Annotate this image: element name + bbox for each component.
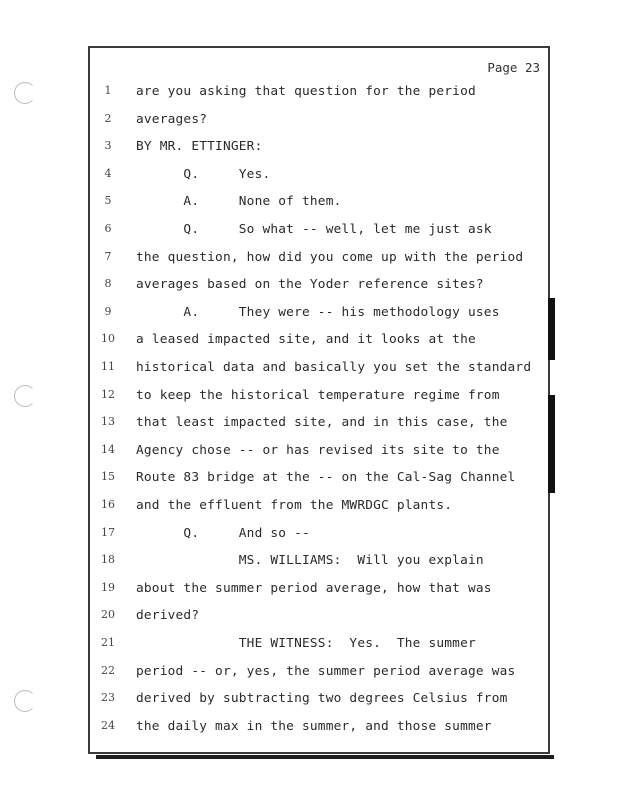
transcript-line — [90, 691, 548, 711]
line-number: 5 — [104, 194, 112, 208]
line-number: 7 — [104, 249, 112, 263]
line-number: 15 — [101, 470, 115, 484]
transcript-line — [90, 167, 548, 187]
transcript-line — [90, 112, 548, 132]
line-text: the daily max in the summer, and those summer — [136, 718, 492, 734]
binder-hole-bottom — [14, 690, 36, 712]
line-number: 11 — [101, 360, 115, 373]
line-number: 2 — [104, 111, 112, 125]
transcript-line — [90, 388, 548, 408]
binder-hole-top — [14, 82, 36, 104]
line-number: 6 — [104, 222, 112, 235]
line-text: THE WITNESS: Yes. The summer — [136, 636, 476, 651]
line-number: 18 — [101, 553, 115, 567]
line-text: and the effluent from the MWRDGC plants. — [136, 498, 453, 513]
transcript-line — [90, 84, 548, 104]
line-number: 1 — [104, 84, 112, 97]
line-text: Q. And so -- — [136, 525, 310, 541]
line-text: derived? — [136, 608, 200, 624]
line-text: averages? — [136, 111, 208, 127]
line-text: a leased impacted site, and it looks at the — [136, 332, 476, 348]
transcript-line — [90, 250, 548, 270]
transcript-line — [90, 360, 548, 380]
line-text: Route 83 bridge at the -- on the Cal-Sag Channel — [136, 470, 516, 486]
line-number: 21 — [101, 636, 115, 649]
line-text: Agency chose -- or has revised its site to the — [136, 442, 500, 458]
transcript-line — [90, 139, 548, 159]
transcript-line — [90, 194, 548, 214]
line-number: 9 — [104, 304, 112, 318]
line-number: 24 — [101, 718, 115, 732]
line-text: A. None of them. — [136, 194, 342, 210]
line-number: 10 — [101, 332, 115, 346]
transcript-line — [90, 470, 548, 490]
line-text: MS. WILLIAMS: Will you explain — [136, 553, 484, 569]
line-text: period -- or, yes, the summer period average was — [136, 663, 516, 679]
transcript-line — [90, 443, 548, 463]
binder-hole-middle — [14, 385, 36, 407]
line-number: 17 — [101, 525, 115, 539]
line-number: 4 — [104, 166, 112, 180]
line-text: historical data and basically you set the standard — [136, 360, 532, 375]
page-bottom-edge — [96, 755, 554, 759]
transcript-line — [90, 277, 548, 297]
transcript-line — [90, 581, 548, 601]
transcript-line — [90, 664, 548, 684]
line-number: 16 — [101, 498, 115, 511]
line-number: 3 — [104, 139, 112, 153]
line-number: 14 — [101, 442, 115, 456]
line-number: 8 — [104, 277, 112, 291]
transcript-line — [90, 305, 548, 325]
line-text: Q. Yes. — [136, 166, 271, 182]
line-number: 23 — [101, 691, 115, 705]
line-text: Q. So what -- well, let me just ask — [136, 222, 492, 237]
line-number: 22 — [101, 663, 115, 677]
line-number: 12 — [101, 387, 115, 401]
line-text: to keep the historical temperature regime from — [136, 387, 500, 403]
transcript-line — [90, 415, 548, 435]
line-text: averages based on the Yoder reference sites? — [136, 277, 484, 293]
line-number: 19 — [101, 580, 115, 594]
line-text: the question, how did you come up with the period — [136, 249, 524, 265]
page-number: Page 23 — [487, 60, 540, 75]
line-text: BY MR. ETTINGER: — [136, 139, 263, 155]
transcript-line — [90, 526, 548, 546]
transcript-line — [90, 636, 548, 656]
line-text: A. They were -- his methodology uses — [136, 304, 500, 320]
line-text: about the summer period average, how that was — [136, 580, 492, 596]
transcript-line — [90, 719, 548, 739]
line-number: 20 — [101, 608, 115, 622]
transcript-line — [90, 498, 548, 518]
line-text: that least impacted site, and in this case, the — [136, 415, 508, 431]
line-text: derived by subtracting two degrees Celsius from — [136, 691, 508, 707]
line-text: are you asking that question for the period — [136, 84, 476, 99]
transcript-line — [90, 608, 548, 628]
transcript-line — [90, 332, 548, 352]
redaction-bar-upper — [548, 298, 555, 360]
transcript-line — [90, 222, 548, 242]
transcript-page — [88, 46, 550, 754]
transcript-line — [90, 553, 548, 573]
line-number: 13 — [101, 415, 115, 429]
redaction-bar-lower — [548, 395, 555, 493]
